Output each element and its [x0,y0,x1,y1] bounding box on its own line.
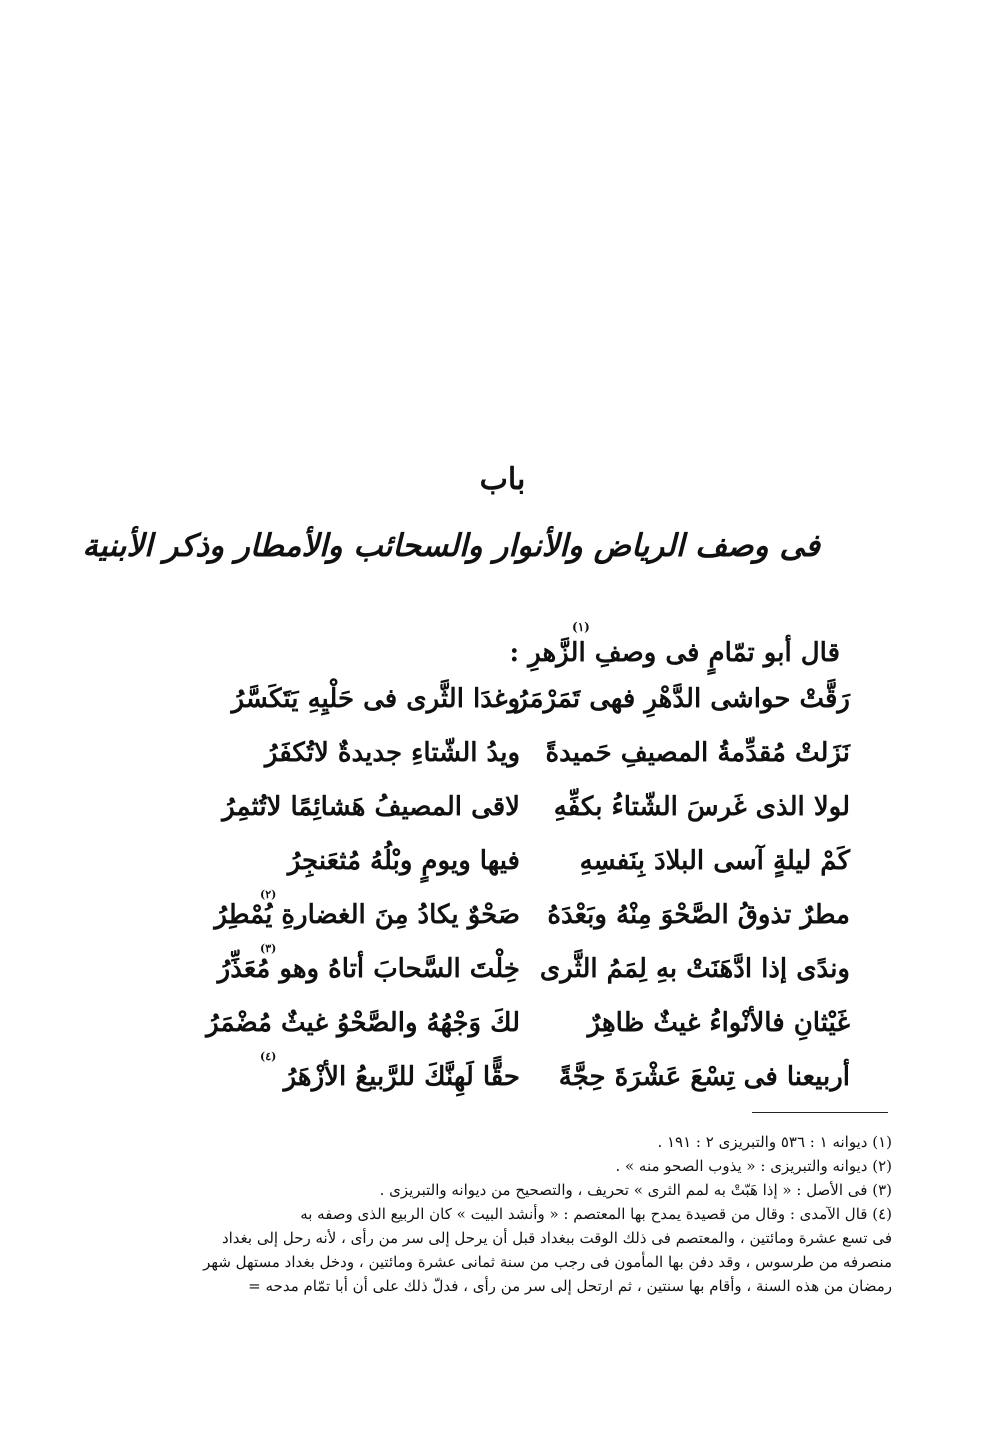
verse-first-hemistich: غَيْثانِ فالأنْواءُ غيثٌ ظاهِرٌ [587,1008,850,1038]
verse-footnote-marker: (٣) [260,942,277,955]
chapter-title: فى وصف الرياض والأنوار والسحائب والأمطار وذكر الأبنية [82,528,820,564]
verse [230,1050,850,1116]
verse-second-hemistich: خِلْتَ السَّحابَ أتاهُ وهو مُعَذِّرُ [217,954,520,984]
footnote-line: منصرفه من طرسوس ، وقد دفن بها المأمون فى رجب من سنة ثمانى عشرة ومائتين ، ودخل بغداد مستهل شهر [203,1253,892,1271]
footnote-line: رمضان من هذه السنة ، وأقام بها سنتين ، ثم ارتحل إلى سر من رأى ، فدلّ ذلك على أن أبا تمّام مدحه = [248,1277,892,1295]
footnotes [112,1130,892,1298]
footnote-line: فى تسع عشرة ومائتين ، والمعتصم فى ذلك الوقت ببغداد قبل أن يرحل إلى سر من رأى ، لأنه رحل إلى بغداد [221,1229,892,1247]
verse-first-hemistich: نَزَلتْ مُقدِّمةُ المصيفِ حَميدةً [545,738,850,768]
verse-first-hemistich: مطرٌ تذوقُ الصَّحْوَ مِنْهُ وبَعْدَهُ [547,900,850,930]
verse-second-hemistich: ويدُ الشّتاءِ جديدةٌ لاتُكفَرُ [264,738,520,768]
verse [214,888,850,954]
verse-footnote-marker: (٢) [260,888,277,901]
verse [217,942,850,1008]
verse-first-hemistich: لولا الذى غَرسَ الشّتاءُ بكفِّهِ [553,792,850,822]
verse [206,1008,850,1062]
intro-footnote-marker: (١) [572,620,590,634]
verse-first-hemistich: كَمْ ليلةٍ آسى البلادَ بِنَفسِهِ [579,846,850,876]
footnote-line: (١) ديوانه ١ : ٥٣٦ والتبريزى ٢ : ١٩١ . [657,1133,892,1151]
verse-first-hemistich: وندًى إذا ادَّهَنَتْ بهِ لِمَمُ الثَّرى [539,954,850,984]
chapter-heading: باب [479,462,526,497]
verse-second-hemistich: حقًّا لَهِنَّكَ للرَّبيعُ الأزْهَرُ [283,1062,520,1092]
verse-first-hemistich: رَقَّتْ حواشى الدَّهْرِ فهى تَمَرْمَرُ [515,684,850,714]
verse [230,846,850,900]
verse [230,738,850,792]
footnote-line: (٣) فى الأصل : « إذا هَبّتْ به لمم الثرى » تحريف ، والتصحيح من ديوانه والتبريزى . [379,1181,892,1199]
footnote-line: (٢) ديوانه والتبريزى : « يذوب الصحو منه » . [615,1157,892,1175]
verse-second-hemistich: فيها ويومٍ وبْلُهُ مُثعَنجِرُ [287,846,520,876]
verse-footnote-marker: (٤) [260,1050,277,1063]
verse-second-hemistich: صَحْوٌ يكادُ مِنَ الغضارةِ يُمْطِرُ [214,900,520,930]
footnote-divider [752,1112,888,1113]
poem-introduction: قال أبو تمّامٍ فى وصفِ الزَّهرِ : [509,638,840,668]
verse-second-hemistich: وغدَا الثَّرى فى حَلْيِهِ يَتَكَسَّرُ [231,684,520,714]
verse [230,684,850,738]
verse [222,792,850,846]
poem [206,684,850,1116]
footnote-line: (٤) قال الآمدى : وقال من قصيدة يمدح بها المعتصم : « وأنشد البيت » كان الربيع الذى وصفه به [300,1205,892,1223]
verse-first-hemistich: أربيعنا فى تِسْعَ عَشْرَةَ حِجَّةً [558,1062,850,1092]
verse-second-hemistich: لاقى المصيفُ هَشائِمًا لاتُثمِرُ [222,792,520,822]
verse-second-hemistich: لكَ وَجْهُهُ والصَّحْوُ غيثٌ مُضْمَرُ [206,1008,520,1038]
